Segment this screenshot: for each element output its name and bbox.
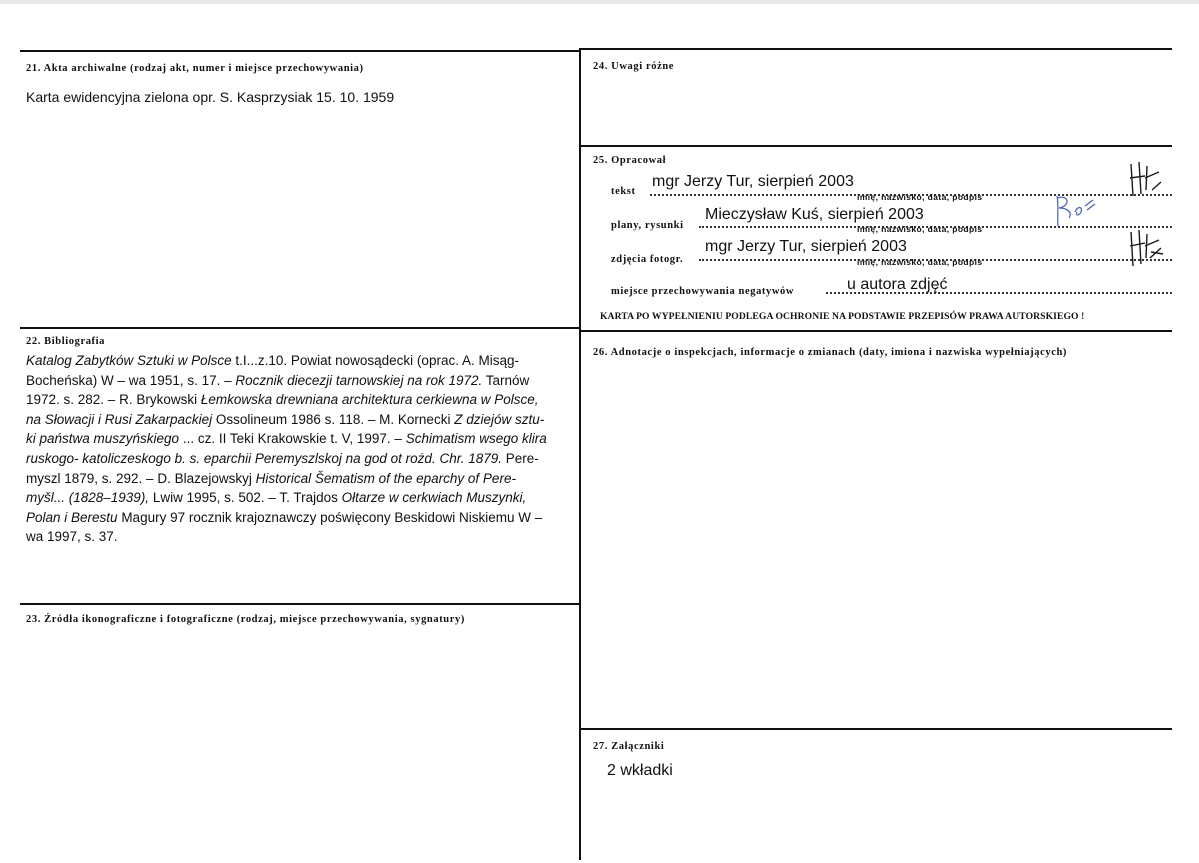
s25-row-plany-label: plany, rysunki bbox=[611, 220, 684, 231]
bibliography-run: Z dziejów sztu- bbox=[454, 411, 545, 427]
bibliography-run: Schimatism wsego klira bbox=[405, 431, 547, 447]
s25-row-zdjecia-value: mgr Jerzy Tur, sierpień 2003 bbox=[705, 238, 907, 255]
bibliography-run: Bocheńska) W – wa 1951, s. 17. – bbox=[26, 372, 236, 388]
s27-label: 27. Załączniki bbox=[593, 741, 665, 752]
bibliography-run: Magury 97 rocznik krajoznawczy poświęcony Beskidowi Niskiemu W – bbox=[117, 509, 543, 525]
bibliography-run: Ossolineum 1986 s. 118. – M. Kornecki bbox=[212, 411, 455, 427]
s25-row-tekst-value: mgr Jerzy Tur, sierpień 2003 bbox=[652, 173, 854, 190]
s25-row-tekst-caption: imię, nazwisko, data, podpis bbox=[857, 192, 983, 202]
bibliography-run: t.I...z.10. Powiat nowosądecki (oprac. A. Misąg- bbox=[231, 353, 519, 368]
s25-row-tekst-label: tekst bbox=[611, 186, 636, 197]
signature-tekst bbox=[1125, 160, 1165, 198]
bibliography-run: ruskogo- katoliczeskogo b. s. eparchii Peremyszlskoj na god ot rożd. Chr. 1879. bbox=[26, 450, 502, 466]
bibliography-run: myszl 1879, s. 292. – D. Blazejowskyj bbox=[26, 470, 256, 486]
s25-label: 25. Opracował bbox=[593, 155, 667, 166]
bibliography-run: na Słowacji i Rusi Zakarpackiej bbox=[26, 411, 213, 427]
s25-copyright-notice: KARTA PO WYPEŁNIENIU PODLEGA OCHRONIE NA PODSTAWIE PRZEPISÓW PRAWA AUTORSKIEGO ! bbox=[600, 311, 1085, 322]
bibliography-run: wa 1997, s. 37. bbox=[26, 529, 118, 545]
s21-label: 21. Akta archiwalne (rodzaj akt, numer i miejsce przechowywania) bbox=[26, 63, 364, 74]
signature-zdjecia bbox=[1125, 228, 1165, 268]
bibliography-run: myšl... (1828–1939), bbox=[26, 490, 150, 506]
s25-row-zdjecia-caption: imię, nazwisko, data, podpis bbox=[857, 257, 983, 267]
bibliography-line bbox=[26, 371, 571, 391]
s25-row-plany-value: Mieczysław Kuś, sierpień 2003 bbox=[705, 206, 924, 223]
bibliography-run: Tarnów bbox=[482, 372, 530, 388]
bibliography-line bbox=[26, 469, 571, 489]
bibliography-run: ki państwa muszyńskiego bbox=[26, 431, 180, 447]
s21-value: Karta ewidencyjna zielona opr. S. Kasprzysiak 15. 10. 1959 bbox=[26, 89, 395, 105]
s25-row-zdjecia-label: zdjęcia fotogr. bbox=[611, 254, 684, 265]
rule-s23-top bbox=[20, 603, 580, 605]
rule-s25-bottom bbox=[580, 330, 1172, 332]
bibliography-line bbox=[26, 527, 571, 547]
signature-plany bbox=[1047, 192, 1097, 228]
bibliography-line bbox=[26, 429, 571, 449]
rule-top-right bbox=[580, 48, 1172, 50]
bibliography-run: Ołtarze w cerkwiach Muszynki, bbox=[341, 490, 527, 506]
scan-top-edge bbox=[0, 0, 1199, 4]
s25-negatives-label: miejsce przechowywania negatywów bbox=[611, 286, 795, 297]
rule-s24-bottom bbox=[580, 145, 1172, 147]
rule-top-left bbox=[20, 50, 580, 52]
bibliography-line bbox=[26, 488, 571, 508]
s25-negatives-value: u autora zdjęć bbox=[847, 276, 948, 293]
bibliography-run: 1972. s. 282. – R. Brykowski bbox=[26, 392, 201, 408]
s22-bibliography bbox=[26, 351, 571, 547]
bibliography-run: Pere- bbox=[501, 450, 539, 466]
s22-label: 22. Bibliografia bbox=[26, 336, 106, 347]
bibliography-line bbox=[26, 351, 571, 371]
s27-value: 2 wkładki bbox=[607, 762, 673, 779]
s25-row-plany-caption: imię, nazwisko, data, podpis bbox=[857, 224, 983, 234]
bibliography-run: Katalog Zabytków Sztuki w Polsce bbox=[26, 353, 232, 368]
bibliography-run: Polan i Berestu bbox=[26, 509, 118, 525]
bibliography-run: Historical Šematism of the eparchy of Pere- bbox=[255, 470, 516, 486]
bibliography-line bbox=[26, 449, 571, 469]
bibliography-line bbox=[26, 410, 571, 430]
bibliography-line bbox=[26, 508, 571, 528]
rule-s27-top bbox=[580, 728, 1172, 730]
bibliography-run: ... cz. II Teki Krakowskie t. V, 1997. – bbox=[179, 431, 406, 447]
rule-vertical-center bbox=[579, 48, 581, 860]
bibliography-run: Rocznik diecezji tarnowskiej na rok 1972. bbox=[235, 372, 483, 388]
s26-label: 26. Adnotacje o inspekcjach, informacje o zmianach (daty, imiona i nazwiska wypełniających) bbox=[593, 347, 1068, 358]
s23-label: 23. Źródła ikonograficzne i fotograficzne (rodzaj, miejsce przechowywania, sygnatury) bbox=[26, 614, 465, 625]
bibliography-line bbox=[26, 390, 571, 410]
bibliography-run: Lwiw 1995, s. 502. – T. Trajdos bbox=[149, 490, 342, 506]
bibliography-run: Łemkowska drewniana architektura cerkiewna w Polsce, bbox=[200, 392, 539, 408]
rule-s22-top bbox=[20, 327, 580, 329]
s24-label: 24. Uwagi różne bbox=[593, 61, 675, 72]
